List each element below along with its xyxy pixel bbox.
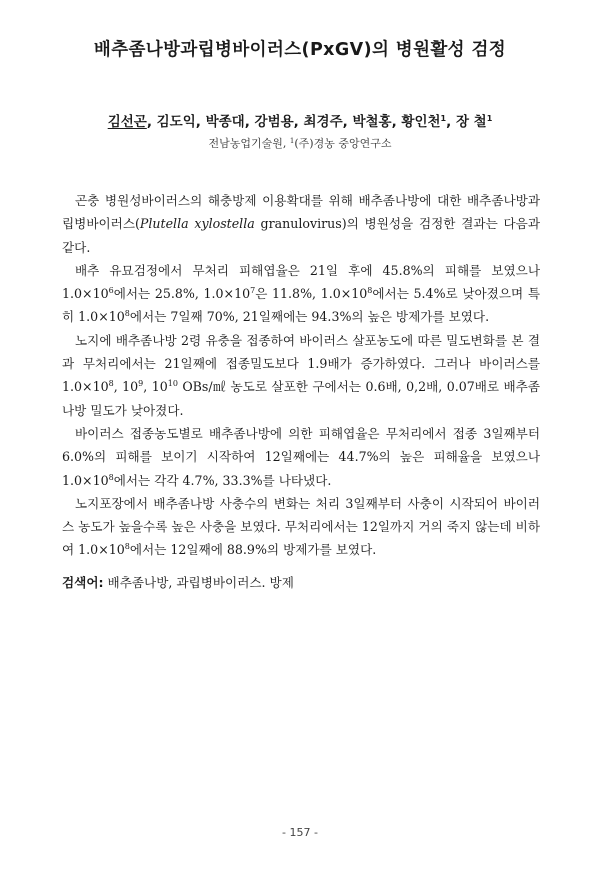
text-run: (주)경농 중앙연구소	[294, 137, 392, 150]
author-list	[0, 110, 600, 130]
text-run: 김선곤	[107, 114, 147, 130]
superscript: 8	[367, 286, 373, 296]
abstract-paragraph	[62, 329, 540, 422]
superscript: 6	[108, 286, 114, 296]
superscript: 8	[108, 379, 114, 389]
text-run: , 장 철	[446, 114, 487, 130]
abstract-paragraph	[62, 492, 540, 562]
superscript: 8	[124, 542, 130, 552]
keywords-line	[62, 572, 294, 591]
keywords-text: 배추좀나방, 과립병바이러스. 방제	[103, 575, 294, 590]
superscript: 1	[486, 114, 493, 123]
text-run: 에서는 7일째 70%, 21일째에는 94.3%의 높은 방제가를 보였다.	[129, 309, 490, 325]
text-run: OBs/㎖ 농도로 살포한 구에서는 0.6배, 0,2배, 0.07배로 배추좀나방 밀도가 낮아졌다.	[62, 379, 540, 418]
text-run: 배추 유묘검정에서 무처리 피해엽율은 21일 후에 45.8%의 피해를 보였으나 1.0×10	[62, 262, 540, 302]
text-run: 전남농업기술원,	[208, 137, 290, 150]
text-run: 노지에 배추좀나방 2령 유충을 접종하여 바이러스 살포농도에 따른 밀도변화를 본 결과 무처리에서는 21일째에 접종밀도보다 1.9배가 증가하였다. 그러나 바이러스를 1.0×10	[62, 332, 540, 395]
page-number: - 157 -	[282, 826, 318, 839]
keywords-label: 검색어:	[62, 575, 104, 590]
text-run: 노지포장에서 배추좀나방 사충수의 변화는 처리 3일째부터 사충이 시작되어 바이러스 농도가 높을수록 높은 사충을 보였다. 무처리에서는 12일까지 거의 죽지 않는데 비하여 1.0×10	[62, 495, 540, 558]
superscript: 8	[108, 472, 114, 482]
text-run: 에서는 25.8%, 1.0×10	[113, 286, 251, 302]
text-run: granulovirus)의 병원성을 검정한 결과는 다음과 같다.	[62, 216, 541, 255]
text-run: 바이러스 접종농도별로 배추좀나방에 의한 피해엽율은 무처리에서 접종 3일째부터 6.0%의 피해를 보이기 시작하여 12일째에는 44.7%의 높은 피해율을 보였으나 1.0×10	[62, 425, 540, 488]
text-run: 곤충 병원성바이러스의 해충방제 이용확대를 위해 배추좀나방에 대한 배추좀나방과립병바이러스(	[62, 193, 540, 232]
superscript: 10	[167, 379, 178, 389]
text-run: , 10	[113, 379, 139, 395]
abstract-paragraph	[62, 422, 540, 492]
superscript: 1	[440, 114, 447, 123]
text-run: , 10	[143, 379, 168, 395]
superscript: 8	[124, 309, 130, 319]
text-run: 에서는 12일째에 88.9%의 방제가를 보였다.	[129, 542, 377, 558]
abstract-paragraph	[62, 259, 540, 329]
superscript: 1	[289, 137, 295, 145]
abstract-paragraph	[62, 189, 540, 259]
paper-title: 배추좀나방과립병바이러스(PxGV)의 병원활성 검정	[93, 40, 507, 60]
text-run: 은 11.8%, 1.0×10	[255, 286, 368, 302]
superscript: 7	[250, 286, 256, 296]
text-run: 에서는 각각 4.7%, 33.3%를 나타냈다.	[113, 472, 332, 488]
text-run: , 김도익, 박종대, 강범용, 최경주, 박철홍, 황인천	[146, 114, 441, 130]
italic-text: Plutella xylostella	[139, 216, 255, 232]
text-run: 에서는 5.4%로 낮아졌으며 특히 1.0×10	[62, 286, 540, 325]
affiliation	[0, 135, 600, 151]
superscript: 9	[138, 379, 144, 389]
abstract-body	[62, 189, 540, 562]
